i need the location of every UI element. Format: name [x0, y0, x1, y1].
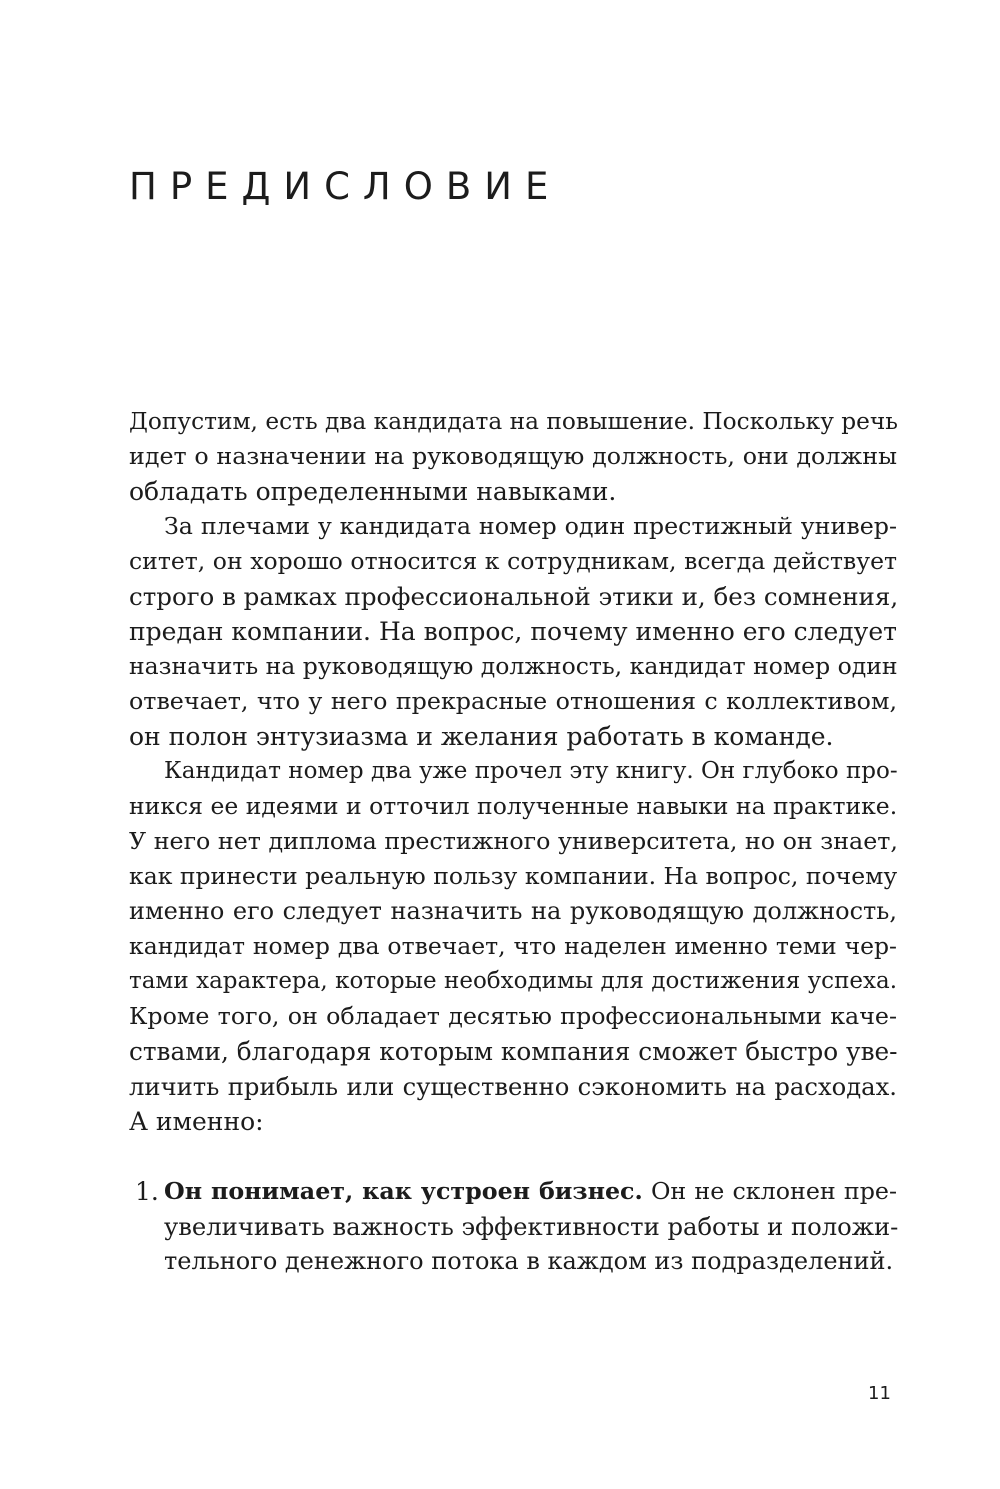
list-item: [129, 1174, 897, 1279]
text-line: Кандидат номер два уже прочел эту книгу. Он глубоко про-: [164, 758, 898, 784]
text-line: отвечает, что у него прекрасные отношения с коллективом,: [129, 687, 897, 715]
list-item-number: 1.: [135, 1177, 159, 1206]
page-number: 11: [868, 1383, 891, 1404]
list-item-first-line: [164, 1174, 897, 1209]
text-line: как принести реальную пользу компании. На вопрос, почему: [129, 862, 898, 890]
text-line: ствами, благодаря которым компания сможет быстро уве-: [129, 1037, 898, 1066]
text-line: назначить на руководящую должность, кандидат номер один: [129, 652, 898, 680]
text-line: он полон энтузиазма и желания работать в команде.: [129, 722, 834, 751]
text-line: У него нет диплома престижного университета, но он знает,: [129, 827, 898, 855]
text-line: именно его следует назначить на руководящую должность,: [129, 897, 897, 925]
paragraph-2: [129, 509, 897, 754]
text-line: А именно:: [129, 1107, 264, 1136]
text-line: увеличивать важность эффективности работы и положи-: [164, 1212, 899, 1241]
text-line: ситет, он хорошо относится к сотрудникам, всегда действует: [129, 547, 897, 575]
text-line: кандидат номер два отвечает, что наделен именно теми чер-: [129, 932, 897, 960]
text-line: никся ее идеями и отточил полученные навыки на практике.: [129, 792, 898, 820]
text-line: Кроме того, он обладает десятью профессиональными каче-: [129, 1002, 897, 1030]
text-line: личить прибыль или существенно сэкономить на расходах.: [129, 1072, 897, 1101]
paragraph-1: [129, 404, 897, 509]
text-line: предан компании. На вопрос, почему именно его следует: [129, 617, 897, 646]
text-line: За плечами у кандидата номер один престижный универ-: [164, 512, 897, 540]
text-line: обладать определенными навыками.: [129, 477, 617, 506]
body-text: [129, 404, 897, 1139]
text-line: тельного денежного потока в каждом из подразделений.: [164, 1247, 894, 1275]
numbered-list: [129, 1174, 897, 1279]
chapter-title: ПРЕДИСЛОВИЕ: [129, 165, 562, 208]
list-item-lead: Он понимает, как устроен бизнес.: [164, 1177, 643, 1205]
list-item-text: Он не склонен пре-: [642, 1177, 897, 1205]
text-line: строго в рамках профессиональной этики и, без сомнения,: [129, 582, 899, 611]
text-line: Допустим, есть два кандидата на повышение. Поскольку речь: [129, 408, 898, 435]
text-line: тами характера, которые необходимы для достижения успеха.: [129, 968, 897, 994]
paragraph-3: [129, 754, 897, 1139]
text-line: идет о назначении на руководящую должность, они должны: [129, 442, 897, 470]
